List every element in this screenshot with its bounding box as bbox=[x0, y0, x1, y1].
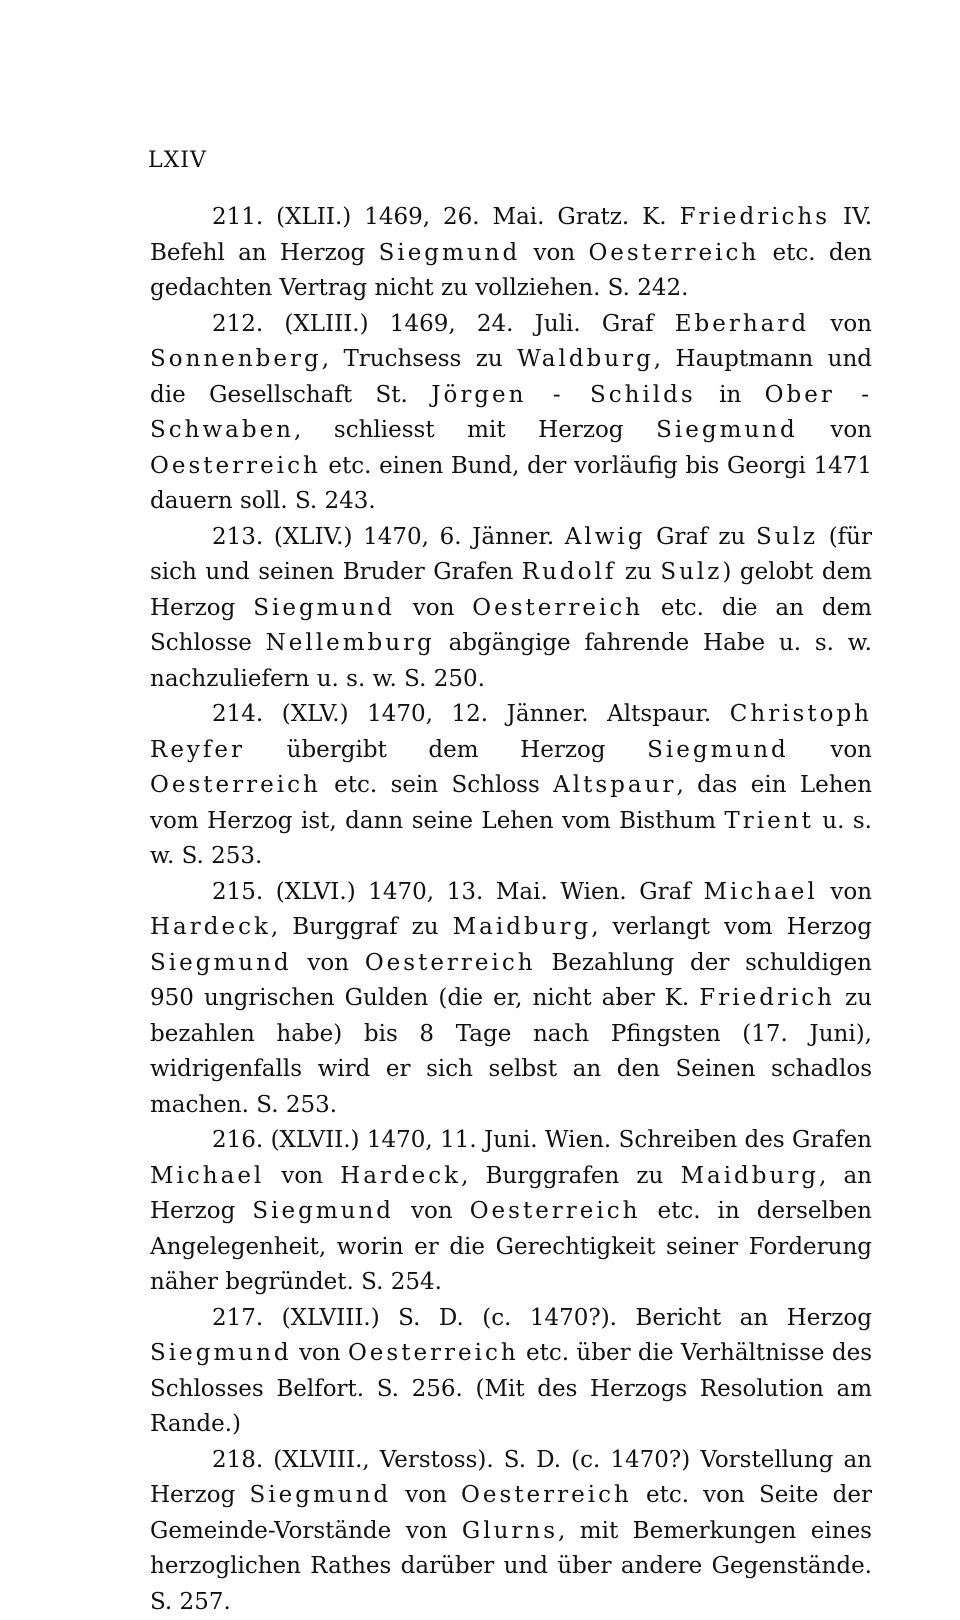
entry-text: 218. (XLVIII., Verstoss). S. D. (c. 1470?) Vorstellung an Herzog bbox=[150, 1447, 872, 1509]
spaced-name: Oesterreich bbox=[472, 595, 643, 621]
spaced-name: Siegmund bbox=[150, 1340, 292, 1366]
entry-text: 215. (XLVI.) 1470, 13. Mai. Wien. Graf bbox=[212, 879, 703, 905]
spaced-name: Siegmund bbox=[250, 1482, 392, 1508]
entry-text: 212. (XLIII.) 1469, 24. Juli. Graf bbox=[212, 311, 675, 337]
spaced-name: Siegmund bbox=[656, 417, 798, 443]
spaced-name: Oesterreich bbox=[588, 240, 759, 266]
register-entry bbox=[150, 1301, 872, 1443]
spaced-name: Hardeck bbox=[150, 914, 271, 940]
entry-text: von bbox=[818, 879, 872, 905]
spaced-name: Maidburg bbox=[453, 914, 592, 940]
spaced-name: Christoph Reyfer bbox=[150, 701, 872, 763]
entry-text: , schliesst mit Herzog bbox=[294, 417, 656, 443]
entry-text: , Burggraf zu bbox=[271, 914, 453, 940]
spaced-name: Michael bbox=[150, 1163, 264, 1189]
spaced-name: Siegmund bbox=[252, 1198, 394, 1224]
spaced-name: Siegmund bbox=[647, 737, 789, 763]
spaced-name: Sulz bbox=[756, 524, 818, 550]
entry-text: von bbox=[264, 1163, 340, 1189]
entry-text: etc. die an dem Schlosse bbox=[150, 595, 872, 657]
register-entry bbox=[150, 200, 872, 307]
spaced-name: Michael bbox=[703, 879, 817, 905]
register-entry bbox=[150, 307, 872, 520]
entry-text: von bbox=[394, 1198, 470, 1224]
entry-text: etc. über die Verhältnisse des Schlosses Belfort. S. 256. (Mit des Herzogs Resolution am Rande.) bbox=[150, 1340, 872, 1437]
entry-text: von bbox=[809, 311, 872, 337]
entry-text: Bezahlung der schuldigen 950 ungrischen Gulden (die er, nicht aber K. bbox=[150, 950, 872, 1012]
entry-list bbox=[150, 200, 872, 1620]
entry-text: etc. sein Schloss bbox=[321, 772, 553, 798]
entry-text: ) gelobt dem Herzog bbox=[150, 559, 872, 621]
entry-text: , Truchsess zu bbox=[322, 346, 517, 372]
entry-text: etc. von Seite der Gemeinde-Vorstände von bbox=[150, 1482, 872, 1544]
entry-text: IV. Befehl an Herzog bbox=[150, 204, 872, 266]
entry-text: , Burggrafen zu bbox=[461, 1163, 680, 1189]
entry-text: in bbox=[696, 382, 765, 408]
spaced-name: Siegmund bbox=[150, 950, 292, 976]
entry-text: übergibt dem Herzog bbox=[245, 737, 647, 763]
entry-text: 217. (XLVIII.) S. D. (c. 1470?). Bericht an Herzog bbox=[212, 1305, 872, 1331]
entry-text: 214. (XLV.) 1470, 12. Jänner. Altspaur. bbox=[212, 701, 730, 727]
entry-text: von bbox=[292, 1340, 348, 1366]
spaced-name: Ober - Schwaben bbox=[150, 382, 872, 444]
spaced-name: Jörgen - Schilds bbox=[431, 382, 695, 408]
register-entry bbox=[150, 697, 872, 875]
register-entry bbox=[150, 1443, 872, 1620]
spaced-name: Sulz bbox=[660, 559, 722, 585]
spaced-name: Waldburg bbox=[517, 346, 654, 372]
entry-text: von bbox=[391, 1482, 461, 1508]
entry-text: etc. einen Bund, der vorläufig bis Georgi 1471 dauern soll. S. 243. bbox=[150, 453, 872, 515]
entry-text: von bbox=[789, 737, 872, 763]
spaced-name: Altspaur bbox=[553, 772, 676, 798]
spaced-name: Maidburg bbox=[680, 1163, 819, 1189]
entry-text: etc. den gedachten Vertrag nicht zu vollziehen. S. 242. bbox=[150, 240, 872, 302]
spaced-name: Alwig bbox=[565, 524, 646, 550]
spaced-name: Oesterreich bbox=[365, 950, 536, 976]
spaced-name: Glurns bbox=[462, 1518, 558, 1544]
entry-text: von bbox=[395, 595, 472, 621]
entry-text: u. s. w. S. 253. bbox=[150, 808, 872, 870]
spaced-name: Oesterreich bbox=[348, 1340, 519, 1366]
page-number: LXIV bbox=[148, 148, 207, 173]
spaced-name: Rudolf bbox=[522, 559, 617, 585]
entry-text: , Hauptmann und die Gesellschaft St. bbox=[150, 346, 872, 408]
entry-text: Graf zu bbox=[646, 524, 756, 550]
entry-text: 211. (XLII.) 1469, 26. Mai. Gratz. K. bbox=[212, 204, 680, 230]
spaced-name: Oesterreich bbox=[150, 453, 321, 479]
entry-text: , verlangt vom Herzog bbox=[591, 914, 872, 940]
entry-text: (für sich und seinen Bruder Grafen bbox=[150, 524, 872, 586]
entry-text: abgängige fahrende Habe u. s. w. nachzuliefern u. s. w. S. 250. bbox=[150, 630, 872, 692]
entry-text: zu bezahlen habe) bis 8 Tage nach Pfingsten (17. Juni), widrigenfalls wird er sich selbst an den Seinen schadlos machen. S. 253. bbox=[150, 985, 872, 1118]
entry-text: von bbox=[798, 417, 872, 443]
register-entry bbox=[150, 1123, 872, 1301]
entry-text: 216. (XLVII.) 1470, 11. Juni. Wien. Schreiben des Grafen bbox=[212, 1127, 872, 1153]
entry-text: , mit Bemerkungen eines herzoglichen Rathes darüber und über andere Gegenstände. S. 257. bbox=[150, 1518, 872, 1615]
spaced-name: Friedrichs bbox=[680, 204, 831, 230]
spaced-name: Siegmund bbox=[253, 595, 395, 621]
spaced-name: Trient bbox=[724, 808, 813, 834]
register-entry bbox=[150, 875, 872, 1124]
entry-text: , das ein Lehen vom Herzog ist, dann seine Lehen vom Bisthum bbox=[150, 772, 872, 834]
entry-text: zu bbox=[616, 559, 660, 585]
entry-text: , an Herzog bbox=[150, 1163, 872, 1225]
entry-text: von bbox=[292, 950, 365, 976]
spaced-name: Nellemburg bbox=[266, 630, 435, 656]
spaced-name: Eberhard bbox=[675, 311, 809, 337]
entry-text: von bbox=[520, 240, 588, 266]
spaced-name: Hardeck bbox=[340, 1163, 461, 1189]
spaced-name: Siegmund bbox=[379, 240, 521, 266]
entry-text: etc. in derselben Angelegenheit, worin er die Gerechtigkeit seiner Forderung näher begründet. S. 254. bbox=[150, 1198, 872, 1295]
spaced-name: Oesterreich bbox=[150, 772, 321, 798]
spaced-name: Oesterreich bbox=[470, 1198, 641, 1224]
spaced-name: Sonnenberg bbox=[150, 346, 322, 372]
entry-text: 213. (XLIV.) 1470, 6. Jänner. bbox=[212, 524, 565, 550]
spaced-name: Friedrich bbox=[699, 985, 835, 1011]
spaced-name: Oesterreich bbox=[461, 1482, 632, 1508]
register-entry bbox=[150, 520, 872, 698]
